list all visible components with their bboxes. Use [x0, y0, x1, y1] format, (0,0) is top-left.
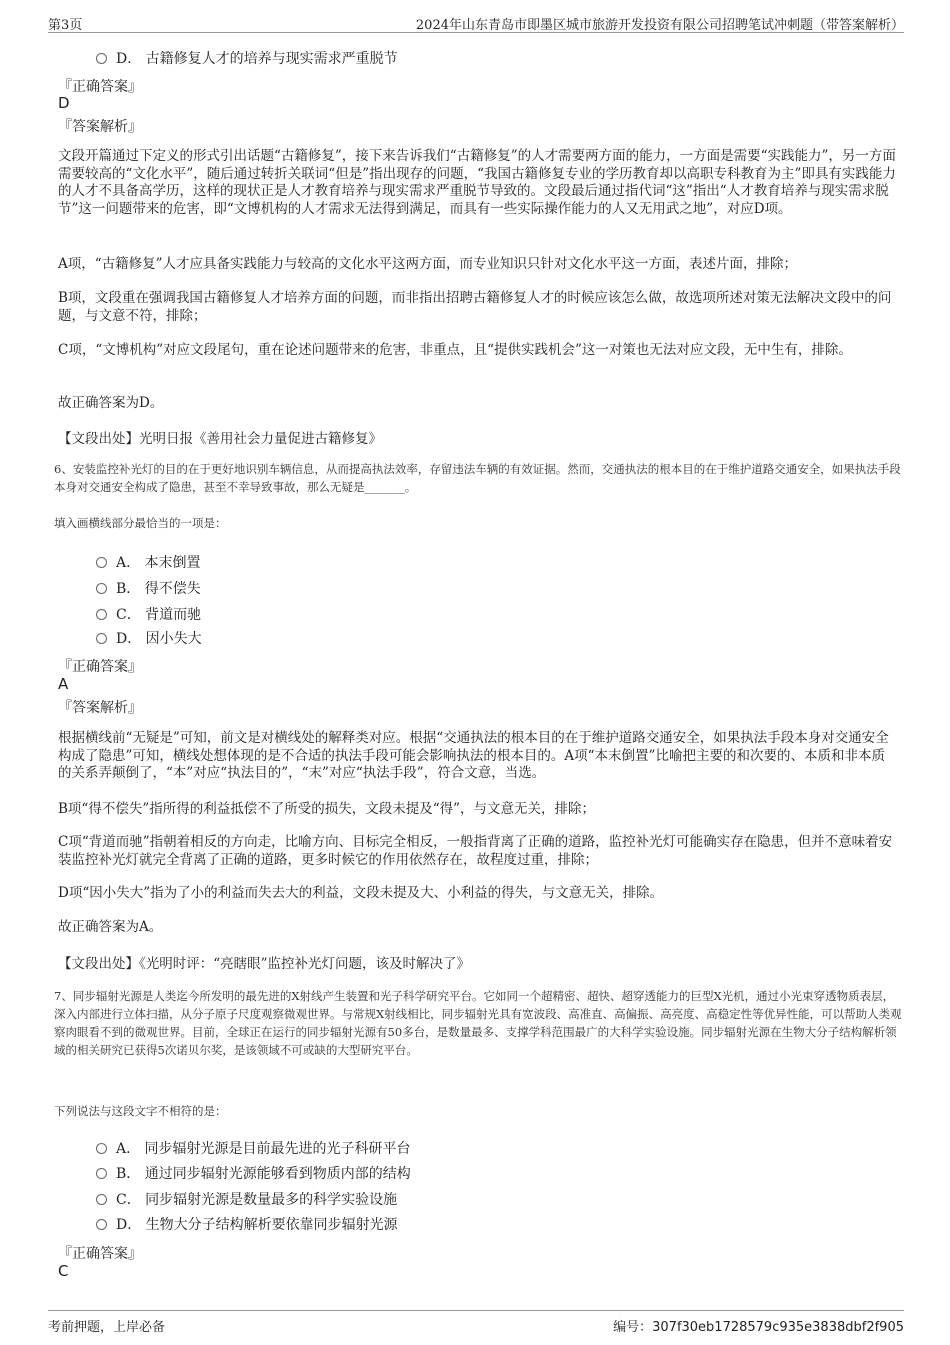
q7-option-c[interactable]: C． 同步辐射光源是数量最多的科学实验设施	[96, 1189, 397, 1209]
radio-icon[interactable]	[96, 609, 107, 620]
radio-icon[interactable]	[96, 53, 107, 64]
q6-option-c[interactable]: C． 背道而驰	[96, 604, 201, 624]
q5-source: 【文段出处】光明日报《善用社会力量促进古籍修复》	[58, 431, 382, 447]
q7-answer-label: 『正确答案』	[58, 1246, 142, 1262]
q7-answer: C	[58, 1262, 69, 1280]
q6-analysis-p3: C项“背道而驰”指朝着相反的方向走，比喻方向、目标完全相反，一般指背离了正确的道路，监控补光灯可能确实存在隐患，但并不意味着安装监控补光灯就完全背离了正确的道路，更多时候它的作用依然存在，故程度过重，排除；	[58, 834, 893, 868]
q5-analysis-p5: 故正确答案为D。	[58, 395, 164, 411]
page-footer	[48, 1310, 904, 1335]
q6-answer: A	[58, 675, 69, 693]
q5-analysis-p3: B项，文段重在强调我国古籍修复人才培养方面的问题，而非指出招聘古籍修复人才的时候应该怎么做，故选项所述对策无法解决文段中的问题，与文意不符，排除；	[58, 290, 892, 324]
radio-icon[interactable]	[96, 1143, 107, 1154]
q7-option-a[interactable]: A． 同步辐射光源是目前最先进的光子科研平台	[96, 1138, 411, 1158]
q5-analysis-p2: A项，“古籍修复”人才应具备实践能力与较高的文化水平这两方面，而专业知识只针对文化水平这一方面，表述片面，排除；	[58, 256, 798, 272]
footer-slogan: 考前押题，上岸必备	[48, 1320, 166, 1335]
radio-icon[interactable]	[96, 1219, 107, 1230]
radio-icon[interactable]	[96, 633, 107, 644]
q6-option-b[interactable]: B． 得不偿失	[96, 578, 201, 598]
q6-analysis-p5: 故正确答案为A。	[58, 919, 163, 935]
q6-stem: 6、安装监控补光灯的目的在于更好地识别车辆信息，从而提高执法效率，存留违法车辆的有效证据。然而，交通执法的根本目的在于维护道路交通安全，如果执法手段本身对交通安全构成了隐患，甚至不幸导致事故，那么无疑是_______。	[54, 462, 901, 494]
q5-answer-label: 『正确答案』	[58, 79, 142, 95]
q6-analysis-p2: B项“得不偿失”指所得的利益抵偿不了所受的损失，文段未提及“得”，与文意无关，排除；	[58, 801, 596, 817]
q5-analysis-label: 『答案解析』	[58, 119, 142, 135]
q5-analysis-p4: C项，“文博机构”对应文段尾句，重在论述问题带来的危害，非重点，且“提供实践机会”这一对策也无法对应文段，无中生有，排除。	[58, 342, 852, 358]
document-title: 2024年山东青岛市即墨区城市旅游开发投资有限公司招聘笔试冲刺题（带答案解析）	[415, 18, 904, 33]
q6-analysis-label: 『答案解析』	[58, 700, 142, 716]
q6-source: 【文段出处】《光明时评：“亮瞎眼”监控补光灯问题，该及时解决了》	[58, 956, 471, 972]
q5-analysis-p1: 文段开篇通过下定义的形式引出话题“古籍修复”，接下来告诉我们“古籍修复”的人才需要两方面的能力，一方面是需要“实践能力”，另一方面需要较高的“文化水平”，随后通过转折关联词“但是”指出现存的问题，“我国古籍修复专业的学历教育却以高职专科教育为主”即具有实践能力的人才不具备高学历，这样的现状正是人才教育培养与现实需求严重脱节导致的。文段最后通过指代词“这”指出“人才教育培养与现实需求脱节”这一问题带来的危害，即“文博机构的人才需求无法得到满足，而具有一些实际操作能力的人又无用武之地”，对应D项。	[58, 148, 896, 217]
radio-icon[interactable]	[96, 583, 107, 594]
q6-analysis-p1: 根据横线前“无疑是”可知，前文是对横线处的解释类对应。根据“交通执法的根本目的在于维护道路交通安全，如果执法手段本身对交通安全构成了隐患”可知，横线处想体现的是不合适的执法手段可能会影响执法的根本目的。A项“本末倒置”比喻把主要的和次要的、本质和非本质的关系弄颠倒了，“本”对应“执法目的”，“末”对应“执法手段”，符合文意，当选。	[58, 730, 889, 781]
q7-option-b[interactable]: B． 通过同步辐射光源能够看到物质内部的结构	[96, 1163, 411, 1183]
q6-analysis-p4: D项“因小失大”指为了小的利益而失去大的利益，文段未提及大、小利益的得失，与文意无关，排除。	[58, 885, 664, 901]
document-code: 编号：307f30eb1728579c935e3838dbf2f905	[613, 1320, 904, 1335]
q6-option-d[interactable]: D． 因小失大	[96, 628, 202, 648]
q7-prompt: 下列说法与这段文字不相符的是：	[54, 1104, 227, 1118]
q6-answer-label: 『正确答案』	[58, 659, 142, 675]
page-number: 第3页	[48, 18, 83, 33]
q6-option-a[interactable]: A． 本末倒置	[96, 552, 201, 572]
q7-option-d[interactable]: D． 生物大分子结构解析要依靠同步辐射光源	[96, 1214, 398, 1234]
q5-answer: D	[58, 94, 70, 112]
q5-option-d[interactable]: D． 古籍修复人才的培养与现实需求严重脱节	[96, 48, 398, 68]
radio-icon[interactable]	[96, 557, 107, 568]
radio-icon[interactable]	[96, 1168, 107, 1179]
radio-icon[interactable]	[96, 1194, 107, 1205]
page-header	[48, 10, 904, 33]
q7-stem: 7、同步辐射光源是人类迄今所发明的最先进的X射线产生装置和光子科学研究平台。它如同一个超精密、超快、超穿透能力的巨型X光机，通过小光束穿透物质表层，深入内部进行立体扫描，从分子原子尺度观察微观世界。与常规X射线相比，同步辐射光具有宽波段、高准直、高偏振、高亮度、高稳定性等优异性能，可以帮助人类观察肉眼看不到的微观世界。目前，全球正在运行的同步辐射光源有50多台，是数量最多、支撑学科范围最广的大科学实验设施。同步辐射光源在生物大分子结构解析领域的相关研究已获得5次诺贝尔奖，是该领域不可或缺的大型研究平台。	[54, 989, 902, 1057]
q6-prompt: 填入画横线部分最恰当的一项是：	[54, 516, 227, 530]
